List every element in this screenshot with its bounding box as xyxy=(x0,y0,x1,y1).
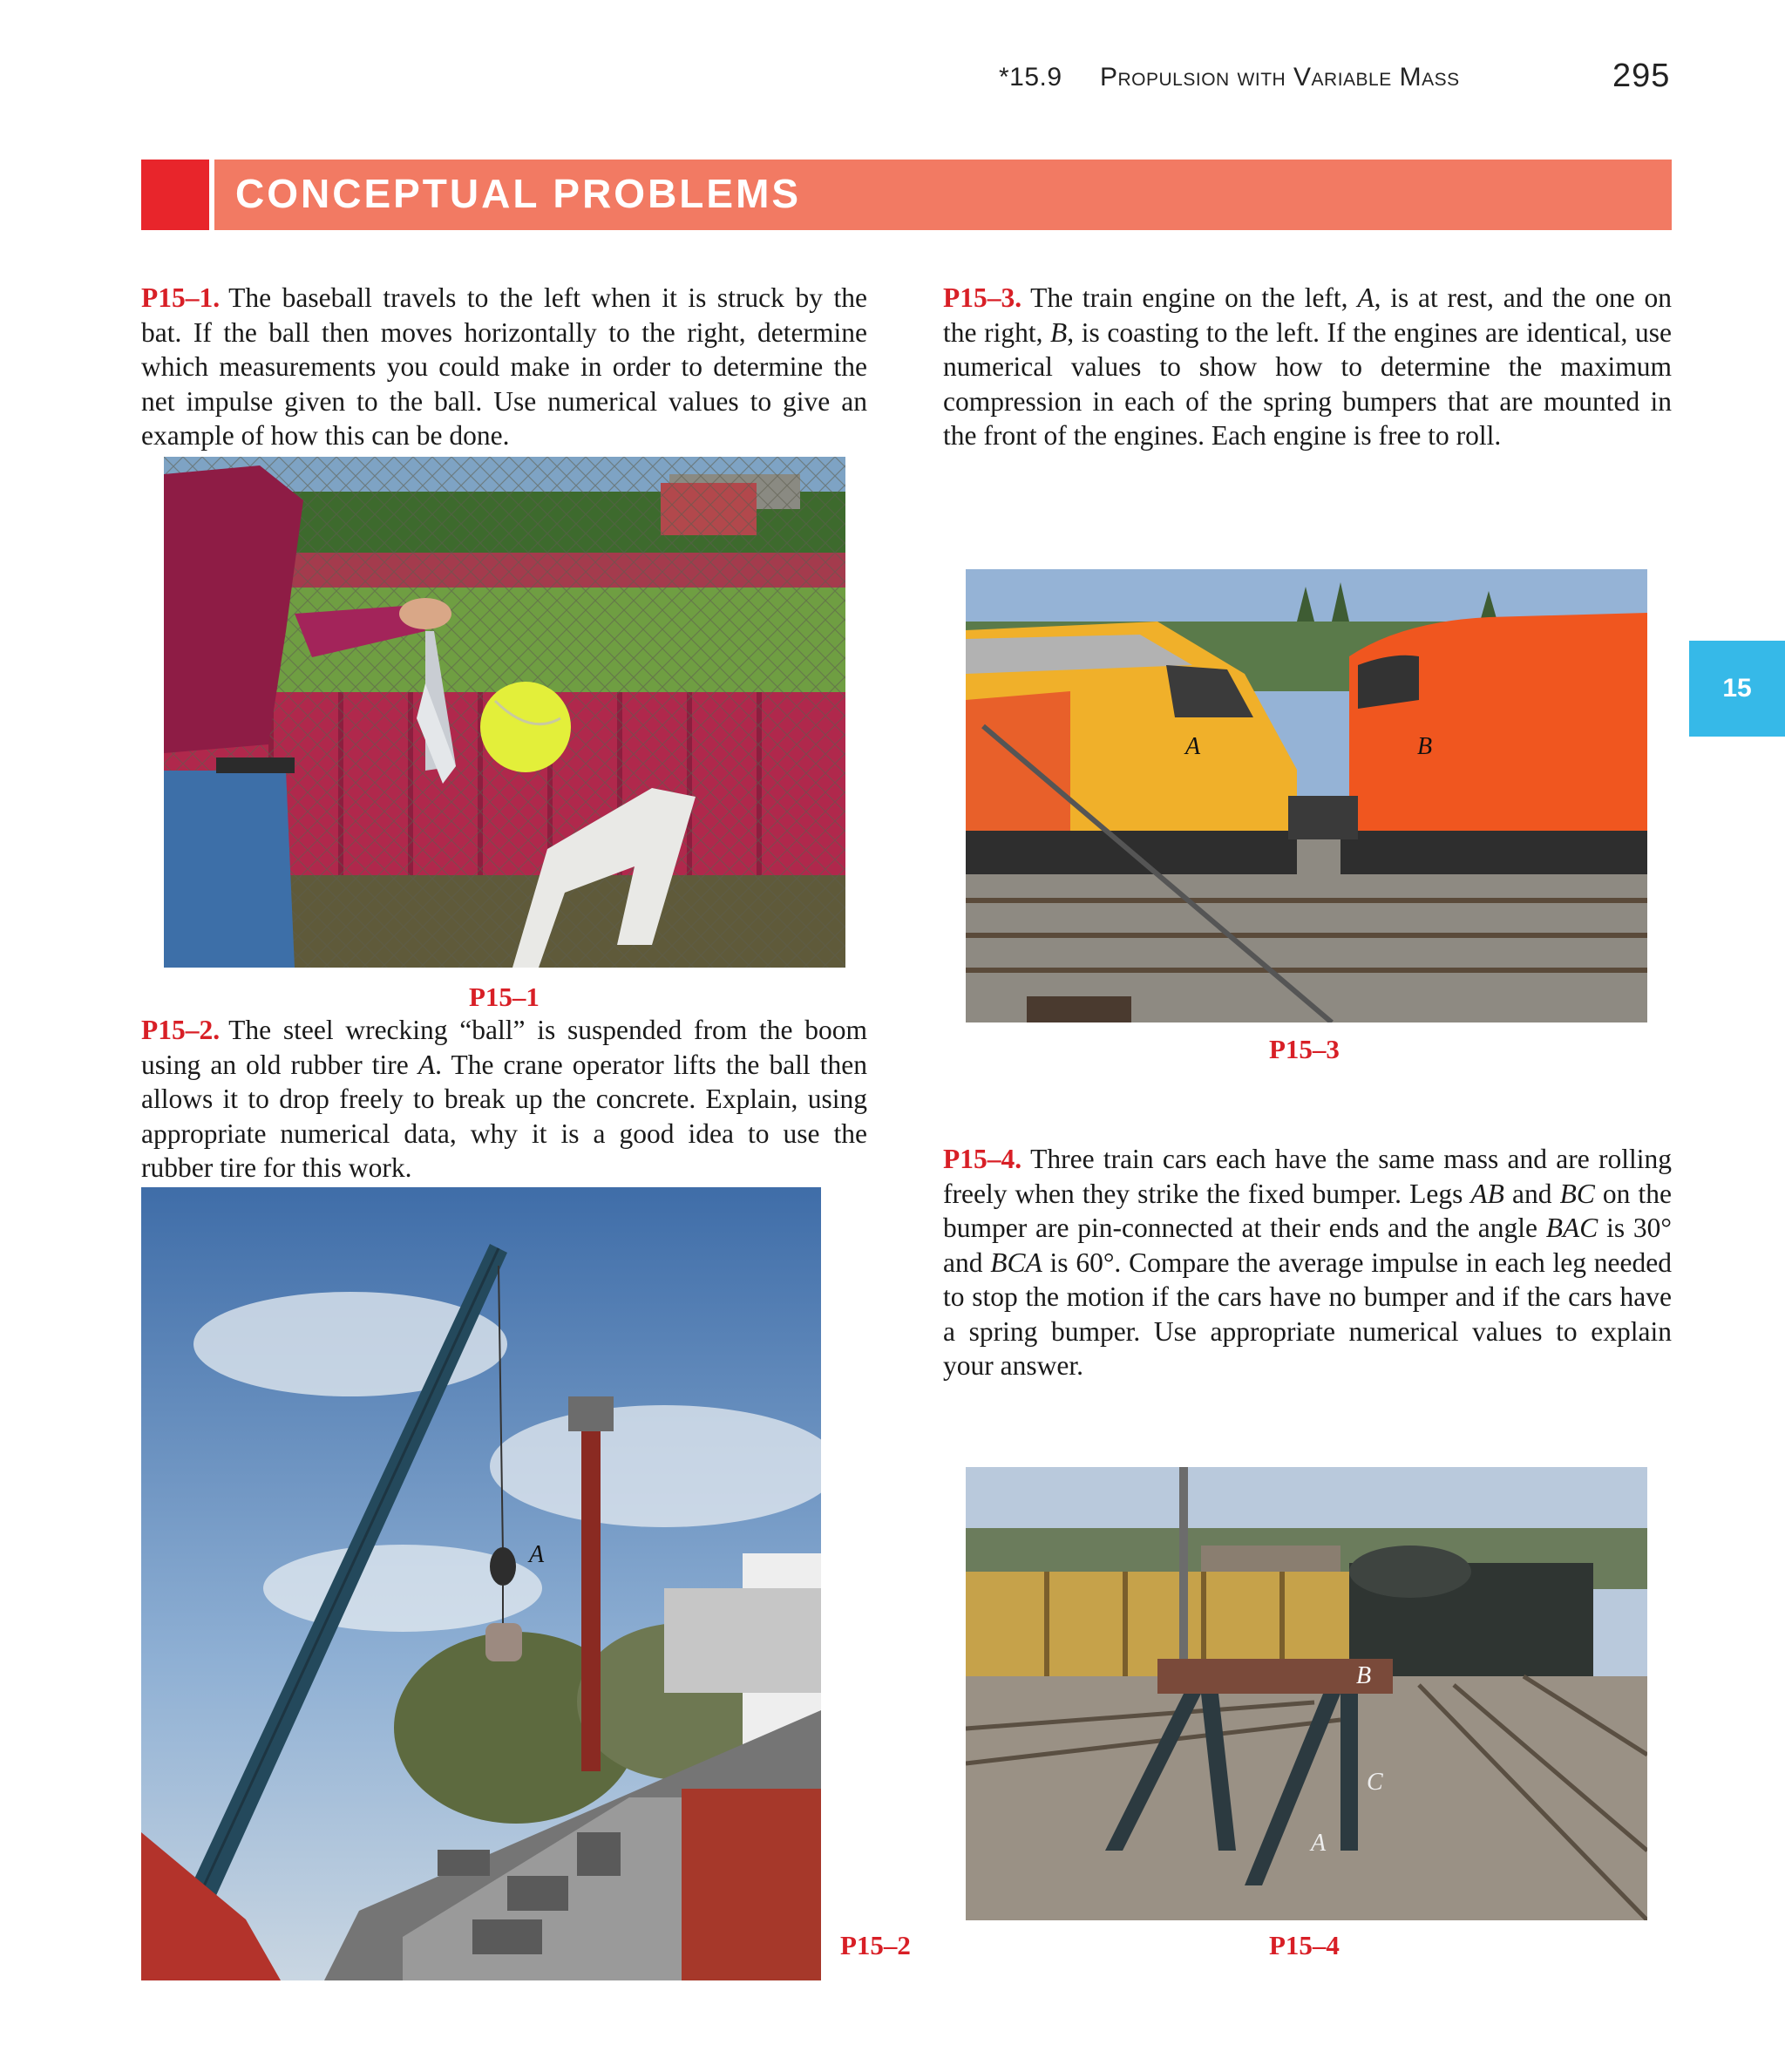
problem-p15-3 xyxy=(943,281,1672,453)
chapter-tab-number: 15 xyxy=(1722,674,1752,703)
section-number: *15.9 xyxy=(999,63,1062,92)
label-a: A xyxy=(1311,1830,1327,1857)
problem-text: . The crane operator lifts the ball then allows it to drop freely to break up the concrete. Explain, using appropriate numerical data, why it is a good idea to use the rubber tire for this work. xyxy=(141,1049,867,1183)
variable-b: B xyxy=(1050,316,1068,348)
problem-text: The steel wrecking “ball” is suspended from the boom using an old rubber tire xyxy=(141,1015,867,1080)
variable-bca: BCA xyxy=(990,1247,1042,1278)
variable-bac: BAC xyxy=(1545,1213,1598,1243)
train-engines-photo xyxy=(966,569,1647,1022)
problem-number: P15–3. xyxy=(943,282,1022,313)
section-title: Propulsion with Variable Mass xyxy=(1100,63,1460,92)
label-b: B xyxy=(1356,1662,1372,1689)
label-b: B xyxy=(1417,733,1433,760)
variable-ab: AB xyxy=(1470,1178,1504,1209)
problem-number: P15–1. xyxy=(141,282,221,313)
banner-accent-block xyxy=(141,160,209,230)
problem-text: The train engine on the left, xyxy=(1030,282,1358,313)
figure-caption-p15-1: P15–1 xyxy=(469,982,540,1012)
figure-caption-p15-3: P15–3 xyxy=(1269,1034,1340,1064)
problem-number: P15–4. xyxy=(943,1144,1022,1174)
problem-text: , is at rest, and the one on the right, xyxy=(943,282,1672,348)
page-number: 295 xyxy=(1612,58,1671,94)
problem-text: and xyxy=(1503,1178,1560,1209)
figure-caption-p15-2: P15–2 xyxy=(840,1930,911,1960)
variable-a: A xyxy=(417,1049,436,1080)
problem-p15-4 xyxy=(943,1142,1672,1383)
problem-text: is 60°. Compare the average impulse in each leg needed to stop the motion if the cars have no bumper and if the cars have a spring bumper. Use appropriate numerical values to explain your answer. xyxy=(943,1247,1672,1381)
problem-text: on the bumper are pin-connected at their ends and the angle xyxy=(943,1178,1673,1243)
chapter-tab[interactable] xyxy=(1689,641,1785,737)
label-a: A xyxy=(1185,733,1201,760)
bumper-photo xyxy=(966,1467,1647,1920)
baseball-photo xyxy=(164,457,845,968)
problem-p15-1 xyxy=(141,281,867,453)
variable-a: A xyxy=(1357,282,1374,313)
problem-text: is 30° and xyxy=(943,1213,1673,1278)
problem-text: Three train cars each have the same mass and are rolling freely when they strike the fixed bumper. Legs xyxy=(943,1144,1672,1209)
label-a: A xyxy=(529,1541,545,1568)
problem-text: , is coasting to the left. If the engines are identical, use numerical values to show how to determine the maximum compression in each of the spring bumpers that are mounted in the front of the engines. Each engine is free to roll. xyxy=(943,316,1672,451)
problem-text: The baseball travels to the left when it is struck by the bat. If the ball then moves horizontally to the right, determine which measurements you could make in order to determine the net impulse given to the ball. Use numerical values to give an example of how this can be done. xyxy=(141,282,867,451)
problem-number: P15–2. xyxy=(141,1015,221,1045)
crane-photo xyxy=(141,1187,821,1980)
problem-p15-2 xyxy=(141,1013,867,1185)
banner-title: CONCEPTUAL PROBLEMS xyxy=(235,171,802,216)
variable-bc: BC xyxy=(1559,1178,1595,1209)
label-c: C xyxy=(1367,1769,1383,1796)
figure-caption-p15-4: P15–4 xyxy=(1269,1930,1340,1960)
